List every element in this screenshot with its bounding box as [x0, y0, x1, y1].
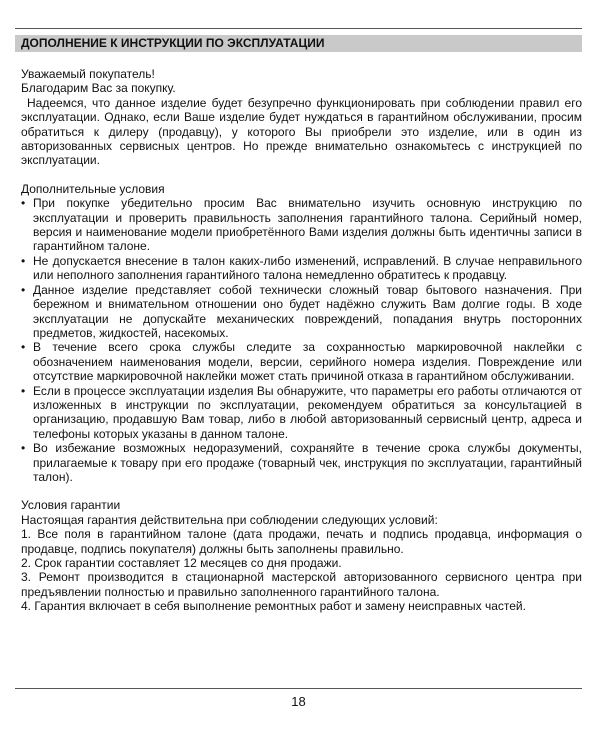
list-item: • Не допускается внесение в талон каких-либо изменений, исправлений. В случае неправильного или неполного заполнения гарантийного талона немедленно обратитесь к продавцу. [21, 254, 582, 283]
intro-paragraph: Надеемся, что данное изделие будет безупречно функционировать при соблюдении правил его эксплуатации. Однако, если Ваше изделие будет нуждаться в гарантийном обслуживании, просим обратиться к дилеру (продавцу), у которого Вы приобрели это изделие, или в один из авторизованных сервисных центров. Но прежде внимательно ознакомьтесь с инструкцией по эксплуатации. [21, 95, 582, 168]
warranty-lead: Настоящая гарантия действительна при соблюдении следующих условий: [21, 512, 438, 527]
list-item: 4. Гарантия включает в себя выполнение ремонтных работ и замену неисправных частей. [21, 599, 526, 614]
document-body [21, 67, 582, 614]
list-item: 1. Все поля в гарантийном талоне (дата продажи, печать и подпись продавца, информация о продавце, подпись покупателя) должны быть заполнены правильно. [21, 527, 582, 556]
list-item: • В течение всего срока службы следите за сохранностью маркировочной наклейки с обозначением наименования модели, версии, серийного номера изделия. Повреждение или отсутствие маркировочной наклейки может стать причиной отказа в гарантийном обслуживании. [21, 340, 582, 383]
additional-conditions-list [21, 196, 582, 484]
list-item: • При покупке убедительно просим Вас внимательно изучить основную инструкцию по эксплуатации и проверить правильность заполнения гарантийного талона. Серийный номер, версия и наименование модели приобретённого Вами изделия должны быть идентичны записи в гарантийном талоне. [21, 196, 582, 254]
warranty-heading: Условия гарантии [21, 498, 121, 513]
salutation: Уважаемый покупатель! [21, 67, 155, 81]
list-item: • Во избежание возможных недоразумений, сохраняйте в течение срока службы документы, прилагаемые к товару при его продаже (товарный чек, инструкция по эксплуатации, гарантийный талон). [21, 441, 582, 484]
top-divider [15, 28, 582, 29]
page-number: 18 [291, 694, 306, 709]
list-item: • Данное изделие представляет собой технически сложный товар бытового назначения. При бережном и внимательном отношении оно будет надёжно служить Вам долгие годы. В ходе эксплуатации не допускайте механических повреждений, попадания внутрь посторонних предметов, жидкостей, насекомых. [21, 283, 582, 341]
section-title: ДОПОЛНЕНИЕ К ИНСТРУКЦИИ ПО ЭКСПЛУАТАЦИИ [15, 35, 582, 52]
list-item: • Если в процессе эксплуатации изделия Вы обнаружите, что параметры его работы отличаются от изложенных в инструкции по эксплуатации, рекомендуем обратиться за консультацией в организацию, продавшую Вам товар, либо в любой авторизованный сервисный центр, адреса и телефоны которых указаны в данном талоне. [21, 384, 582, 442]
list-item: 3. Ремонт производится в стационарной мастерской авторизованного сервисного центра при предъявлении полностью и правильно заполненного гарантийного талона. [21, 570, 582, 599]
thanks-line: Благодарим Вас за покупку. [21, 81, 176, 96]
additional-conditions-heading: Дополнительные условия [21, 181, 165, 196]
list-item: 2. Срок гарантии составляет 12 месяцев со дня продажи. [21, 556, 342, 570]
bottom-divider [15, 688, 582, 689]
warranty-conditions-list [21, 527, 582, 613]
